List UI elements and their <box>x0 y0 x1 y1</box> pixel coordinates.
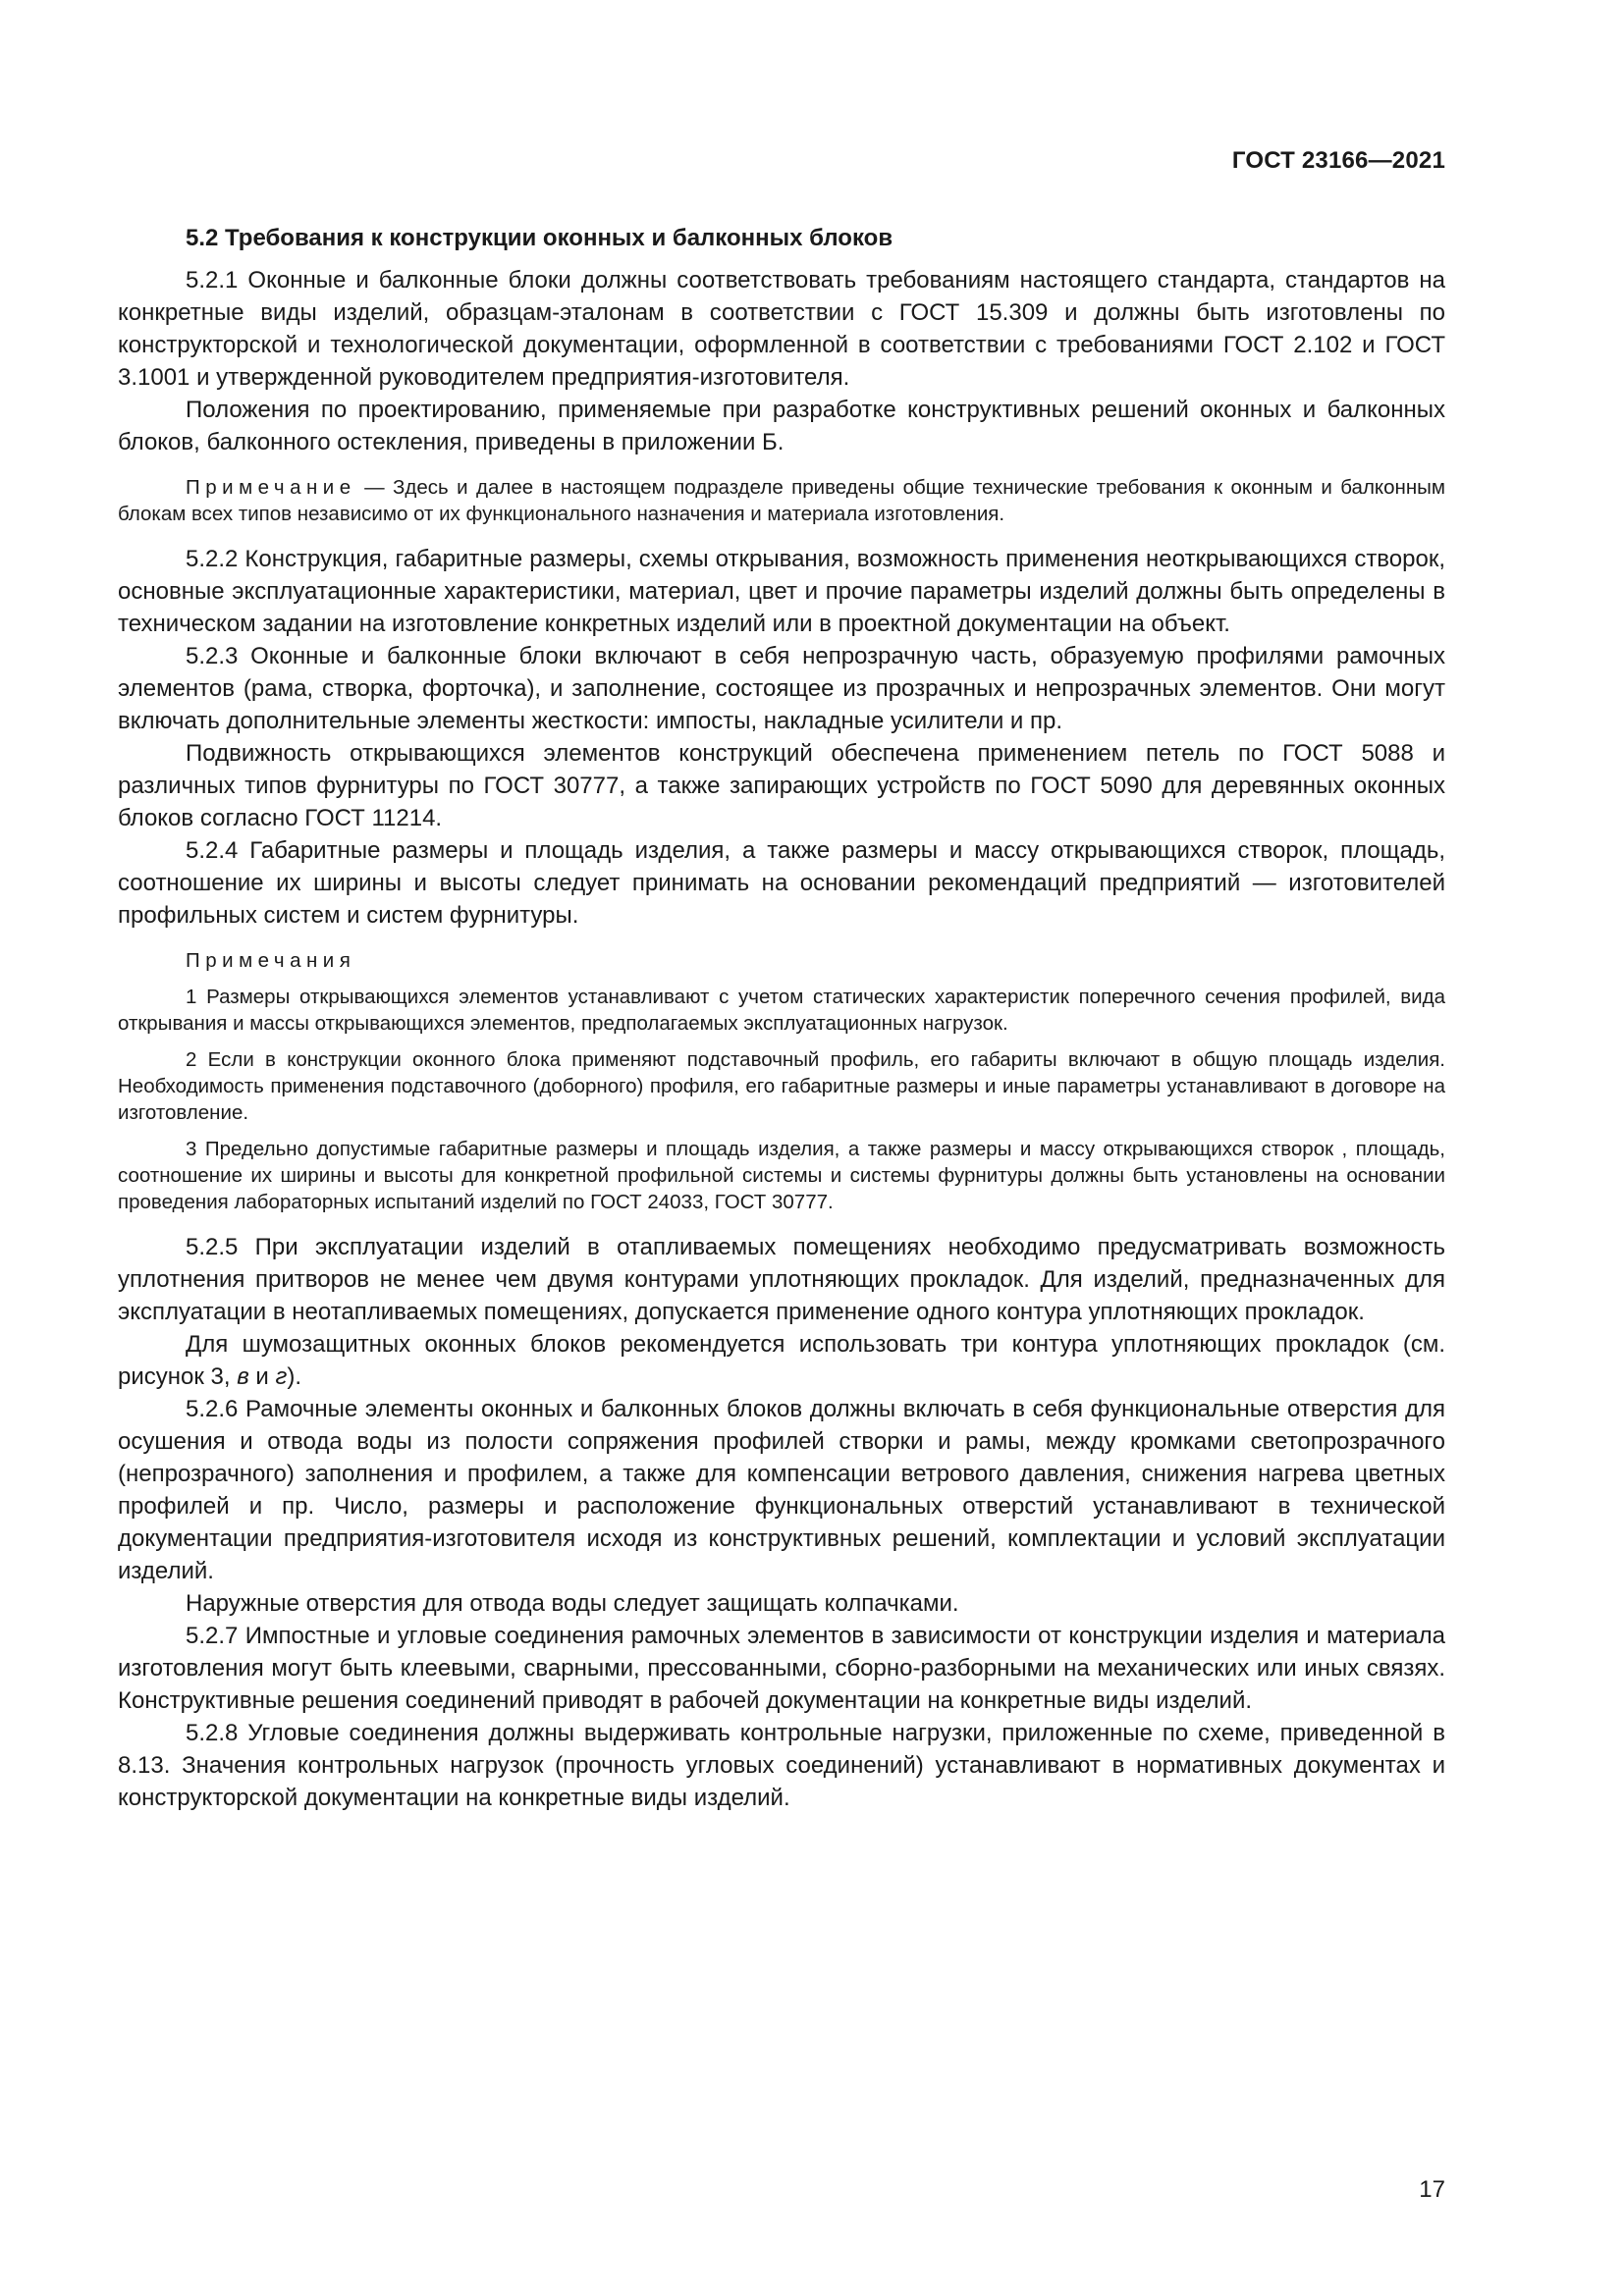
paragraph-5-2-6-caps: Наружные отверстия для отвода воды следует защищать колпачками. <box>186 1590 959 1617</box>
paragraph-5-2-1-design: Положения по проектированию, применяемые при разработке конструктивных решений оконных и балконных блоков, балконного остекления, приведены в приложении Б. <box>118 397 1445 455</box>
note-item-3: 3 Предельно допустимые габаритные размеры и площадь изделия, а также размеры и массу открывающихся створок , площадь, соотношение их ширины и высоты для конкретной профильной системы и системы фурнитуры должны быть установлены на основании проведения лабораторных испытаний изделий по ГОСТ 24033, ГОСТ 30777. <box>118 1138 1445 1213</box>
document-body <box>118 222 1445 1814</box>
paragraph-5-2-1: 5.2.1 Оконные и балконные блоки должны соответствовать требованиям настоящего стандарта, стандартов на конкретные виды изделий, образцам-эталонам в соответствии с ГОСТ 15.309 и должны быть изготовлены по конструкторской и технологической документации, оформленной в соответствии с требованиями ГОСТ 2.102 и ГОСТ 3.1001 и утвержденной руководителем предприятия-изготовителя. <box>118 267 1445 391</box>
paragraph-5-2-4: 5.2.4 Габаритные размеры и площадь изделия, а также размеры и массу открывающихся створок, площадь, соотношение их ширины и высоты следует принимать на основании рекомендаций предприятий — изготовителей профильных систем и систем фурнитуры. <box>118 837 1445 929</box>
paragraph-5-2-3-mobility: Подвижность открывающихся элементов конструкций обеспечена применением петель по ГОСТ 5088 и различных типов фурнитуры по ГОСТ 30777, а также запирающих устройств по ГОСТ 5090 для деревянных оконных блоков согласно ГОСТ 11214. <box>118 740 1445 831</box>
paragraph-5-2-3: 5.2.3 Оконные и балконные блоки включают в себя непрозрачную часть, образуемую профилями рамочных элементов (рама, створка, форточка), и заполнение, состоящее из прозрачных и непрозрачных элементов. Они могут включать дополнительные элементы жесткости: импосты, накладные усилители и пр. <box>118 643 1445 734</box>
paragraph-5-2-5-noise <box>118 1328 1445 1393</box>
note-text: — Здесь и далее в настоящем подразделе приведены общие технические требования к оконным и балконным блокам всех типов независимо от их функционального назначения и материала изготовления. <box>118 476 1445 525</box>
text-run: ). <box>287 1363 302 1390</box>
note-item-1: 1 Размеры открывающихся элементов устанавливают с учетом статических характеристик поперечного сечения профилей, вида открывания и массы открывающихся элементов, предполагаемых эксплуатационных нагрузок. <box>118 986 1445 1035</box>
note-general <box>118 474 1445 527</box>
note-label: Примечание <box>186 476 356 499</box>
paragraph-5-2-6: 5.2.6 Рамочные элементы оконных и балконных блоков должны включать в себя функциональные отверстия для осушения и отвода воды из полости сопряжения профилей створки и рамы, между кромками светопрозрачного (непрозрачного) заполнения и профилем, а также для компенсации ветрового давления, снижения нагрева цветных профилей и пр. Число, размеры и расположение функциональных отверстий устанавливают в технической документации предприятия-изготовителя исходя из конструктивных решений, комплектации и условий эксплуатации изделий. <box>118 1396 1445 1584</box>
paragraph-5-2-5: 5.2.5 При эксплуатации изделий в отапливаемых помещениях необходимо предусматривать возможность уплотнения притворов не менее чем двумя контурами уплотняющих прокладок. Для изделий, предназначенных для эксплуатации в неотапливаемых помещениях, допускается применение одного контура уплотняющих прокладок. <box>118 1234 1445 1325</box>
text-run: и <box>248 1363 276 1390</box>
paragraph-5-2-2: 5.2.2 Конструкция, габаритные размеры, схемы открывания, возможность применения неоткрывающихся створок, основные эксплуатационные характеристики, материал, цвет и прочие параметры изделий должны быть определены в техническом задании на изготовление конкретных изделий или в проектной документации на объект. <box>118 546 1445 637</box>
section-title: 5.2 Требования к конструкции оконных и балконных блоков <box>186 225 893 251</box>
italic-letter: г <box>275 1363 288 1390</box>
paragraph-5-2-8: 5.2.8 Угловые соединения должны выдерживать контрольные нагрузки, приложенные по схеме, приведенной в 8.13. Значения контрольных нагрузок (прочность угловых соединений) устанавливают в нормативных документах и конструкторской документации на конкретные виды изделий. <box>118 1720 1445 1811</box>
paragraph-5-2-7: 5.2.7 Импостные и угловые соединения рамочных элементов в зависимости от конструкции изделия и материала изготовления могут быть клеевыми, сварными, прессованными, сборно-разборными на механических или иных связях. Конструктивные решения соединений приводят в рабочей документации на конкретные виды изделий. <box>118 1623 1445 1714</box>
italic-letter: в <box>237 1363 249 1390</box>
notes-title: Примечания <box>186 949 356 972</box>
note-item-2: 2 Если в конструкции оконного блока применяют подставочный профиль, его габариты включают в общую площадь изделия. Необходимость применения подставочного (доборного) профиля, его габаритные размеры и иные параметры устанавливают в договоре на изготовление. <box>118 1048 1445 1124</box>
text-run: Для шумозащитных оконных блоков рекомендуется использовать три контура уплотняющих прокладок (см. рисунок 3, <box>118 1331 1445 1390</box>
document-code: ГОСТ 23166—2021 <box>1231 147 1445 174</box>
page-number: 17 <box>1419 2176 1445 2203</box>
